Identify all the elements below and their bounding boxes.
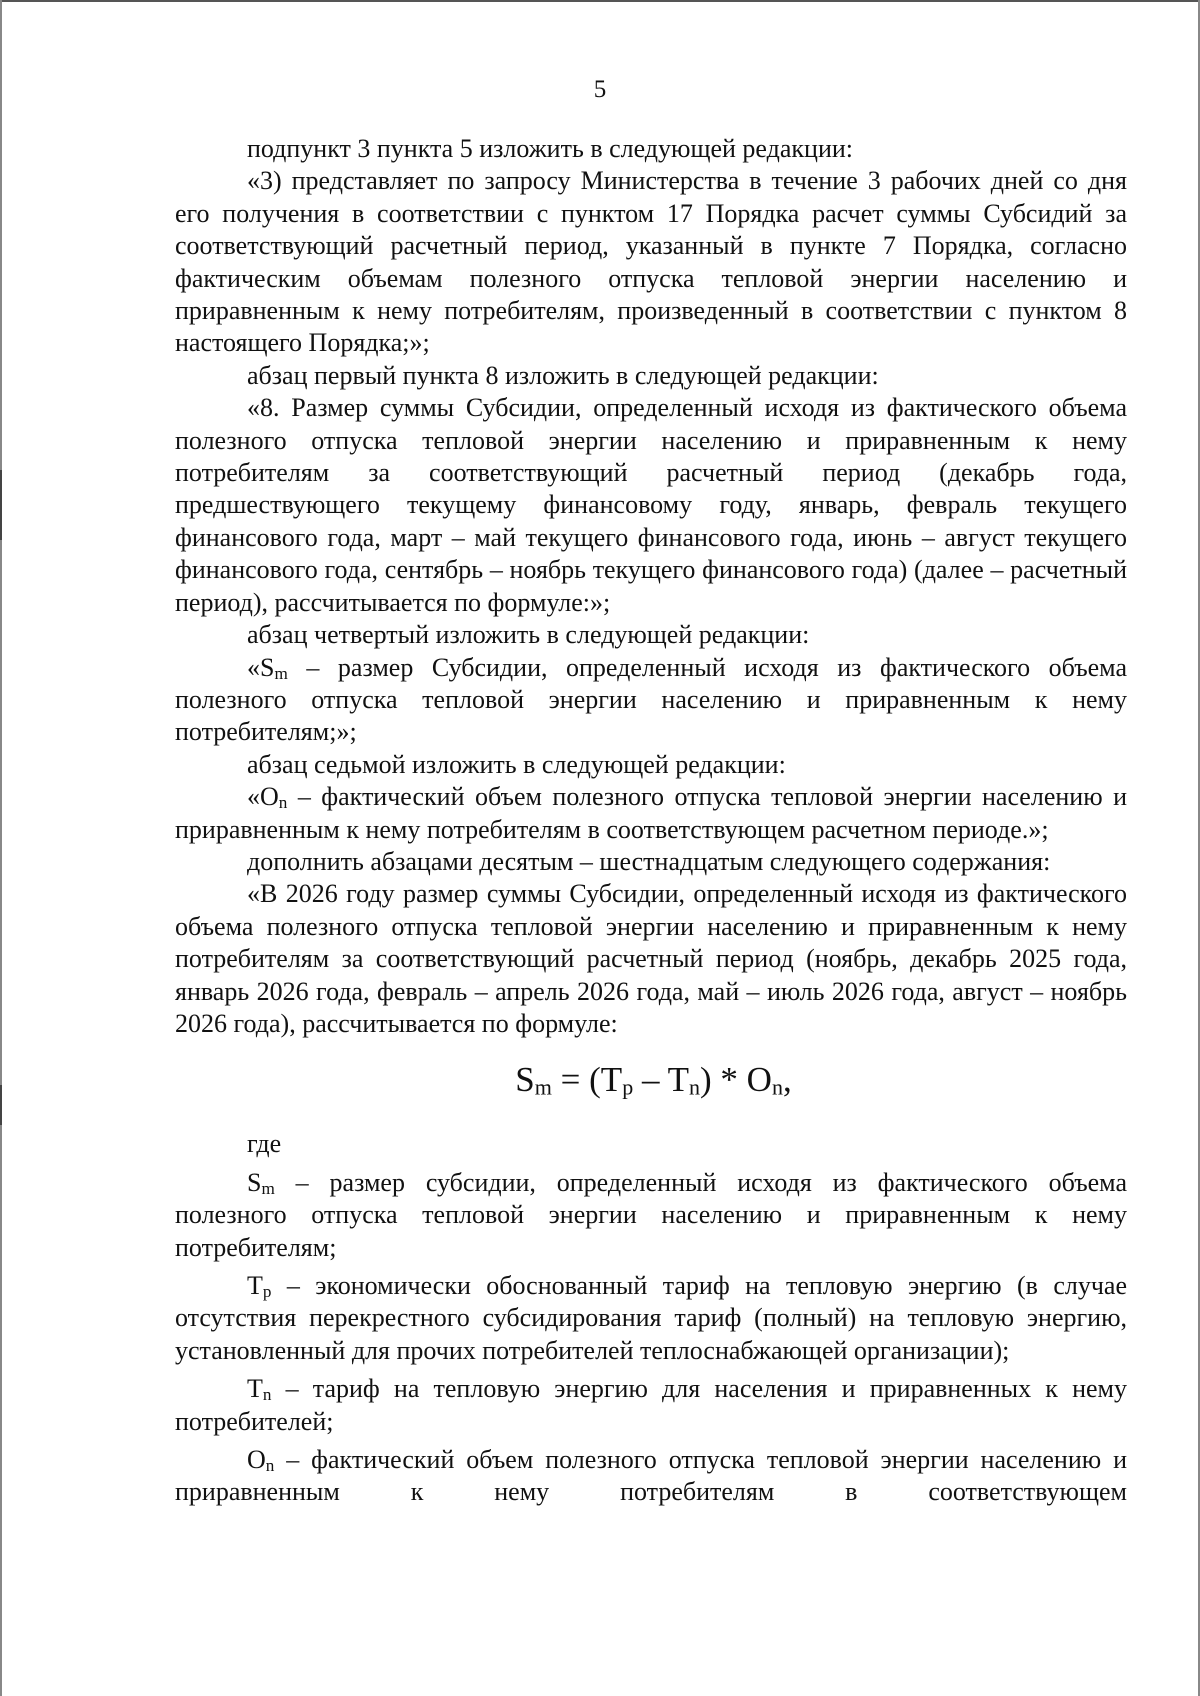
definition-on [175, 1444, 1127, 1509]
definition-tp-symbol: T [247, 1271, 263, 1300]
paragraph-6-open: «S [247, 652, 275, 682]
definition-on-sub: n [265, 1456, 275, 1476]
subsidy-formula [175, 1058, 1127, 1102]
paragraph-8-open: «O [247, 782, 279, 812]
paragraph-5: абзац четвертый изложить в следующей редакции: [247, 620, 810, 650]
definition-sm-text: – размер субсидии, определенный исходя из фактического объема полезного отпуска тепловой энергии населению и приравненным к нему потребителям; [175, 1167, 1127, 1262]
paragraph-6 [175, 652, 1127, 749]
formula-minus: – T [633, 1060, 689, 1100]
definition-on-text: – фактический объем полезного отпуска тепловой энергии населению и приравненным к нему потребителям в соответствующем [175, 1445, 1127, 1507]
scan-edge-top [0, 0, 1200, 2]
formula-eq: = (T [551, 1060, 623, 1100]
scan-margin-mark [0, 1085, 2, 1125]
page-number: 5 [593, 76, 607, 103]
paragraph-1: подпункт 3 пункта 5 изложить в следующей редакции: [247, 134, 853, 163]
paragraph-9: дополнить абзацами десятым – шестнадцатым следующего содержания: [247, 846, 1051, 876]
paragraph-3: абзац первый пункта 8 изложить в следующей редакции: [247, 360, 879, 390]
definition-sm-sub: m [261, 1178, 275, 1198]
formula-s: S [515, 1060, 535, 1100]
paragraph-8-sub: n [278, 793, 288, 813]
paragraph-10: «В 2026 году размер суммы Субсидии, определенный исходя из фактического объема полезного отпуска тепловой энергии населению и приравненным к нему потребителям за соответствующий расчетный период (ноябрь, декабрь 2025 года, январь 2026 года, февраль – апрель 2026 года, май – июль 2026 года, август – ноябрь 2026 года), рассчитывается по формуле: [175, 879, 1127, 1038]
formula-tp-sub: p [622, 1074, 634, 1100]
definition-tn-text: – тариф на тепловую энергию для населения и приравненных к нему потребителей; [175, 1374, 1127, 1436]
definition-tn-sub: n [262, 1385, 272, 1405]
paragraph-4: «8. Размер суммы Субсидии, определенный исходя из фактического объема полезного отпуска тепловой энергии населению и приравненным к нему потребителям за соответствующий расчетный период (декабрь года, предшествующего текущему финансовому году, январь, февраль текущего финансового года, март – май текущего финансового года, июнь – август текущего финансового года, сентябрь – ноябрь текущего финансового года) (далее – расчетный период), рассчитывается по формуле:»; [175, 393, 1127, 617]
formula-tn-sub: n [688, 1074, 700, 1100]
definition-tp-text: – экономически обоснованный тариф на тепловую энергию (в случае отсутствия перекрестного субсидирования тариф (полный) на тепловую энергию, установленный для прочих потребителей теплоснабжающей организации); [175, 1271, 1127, 1365]
paragraph-2: «3) представляет по запросу Министерства в течение 3 рабочих дней со дня его получения в соответствии с пунктом 17 Порядка расчет суммы Субсидий за соответствующий расчетный период, указанный в пункте 7 Порядка, согласно фактическим объемам полезного отпуска тепловой энергии населению и приравненным к нему потребителям, произведенный в соответствии с пунктом 8 настоящего Порядка;»; [175, 166, 1127, 358]
paragraph-6-rest: – размер Субсидии, определенный исходя из фактического объема полезного отпуска тепловой энергии населению и приравненным к нему потребителям;»; [175, 652, 1127, 747]
formula-s-sub: m [534, 1074, 552, 1100]
paragraph-7: абзац седьмой изложить в следующей редакции: [247, 749, 786, 779]
definition-on-symbol: O [247, 1445, 266, 1475]
scan-edge-left [0, 0, 2, 1696]
formula-end: , [782, 1060, 792, 1100]
definition-sm-symbol: S [247, 1167, 262, 1197]
paragraph-8 [175, 781, 1127, 846]
where-label: где [247, 1129, 282, 1159]
paragraph-6-sub: m [274, 663, 288, 683]
formula-times: ) * O [700, 1060, 772, 1100]
definition-sm [175, 1167, 1127, 1264]
formula-on-sub: n [771, 1074, 783, 1100]
paragraph-8-rest: – фактический объем полезного отпуска тепловой энергии населению и приравненным к нему потребителям в соответствующем расчетном периоде.»; [175, 782, 1127, 844]
definition-tp [175, 1270, 1127, 1367]
definition-tn-symbol: T [247, 1374, 263, 1404]
definition-tp-sub: p [262, 1282, 272, 1302]
definition-tn [175, 1373, 1127, 1438]
scan-margin-mark [0, 470, 2, 540]
document-body [175, 133, 1127, 1509]
